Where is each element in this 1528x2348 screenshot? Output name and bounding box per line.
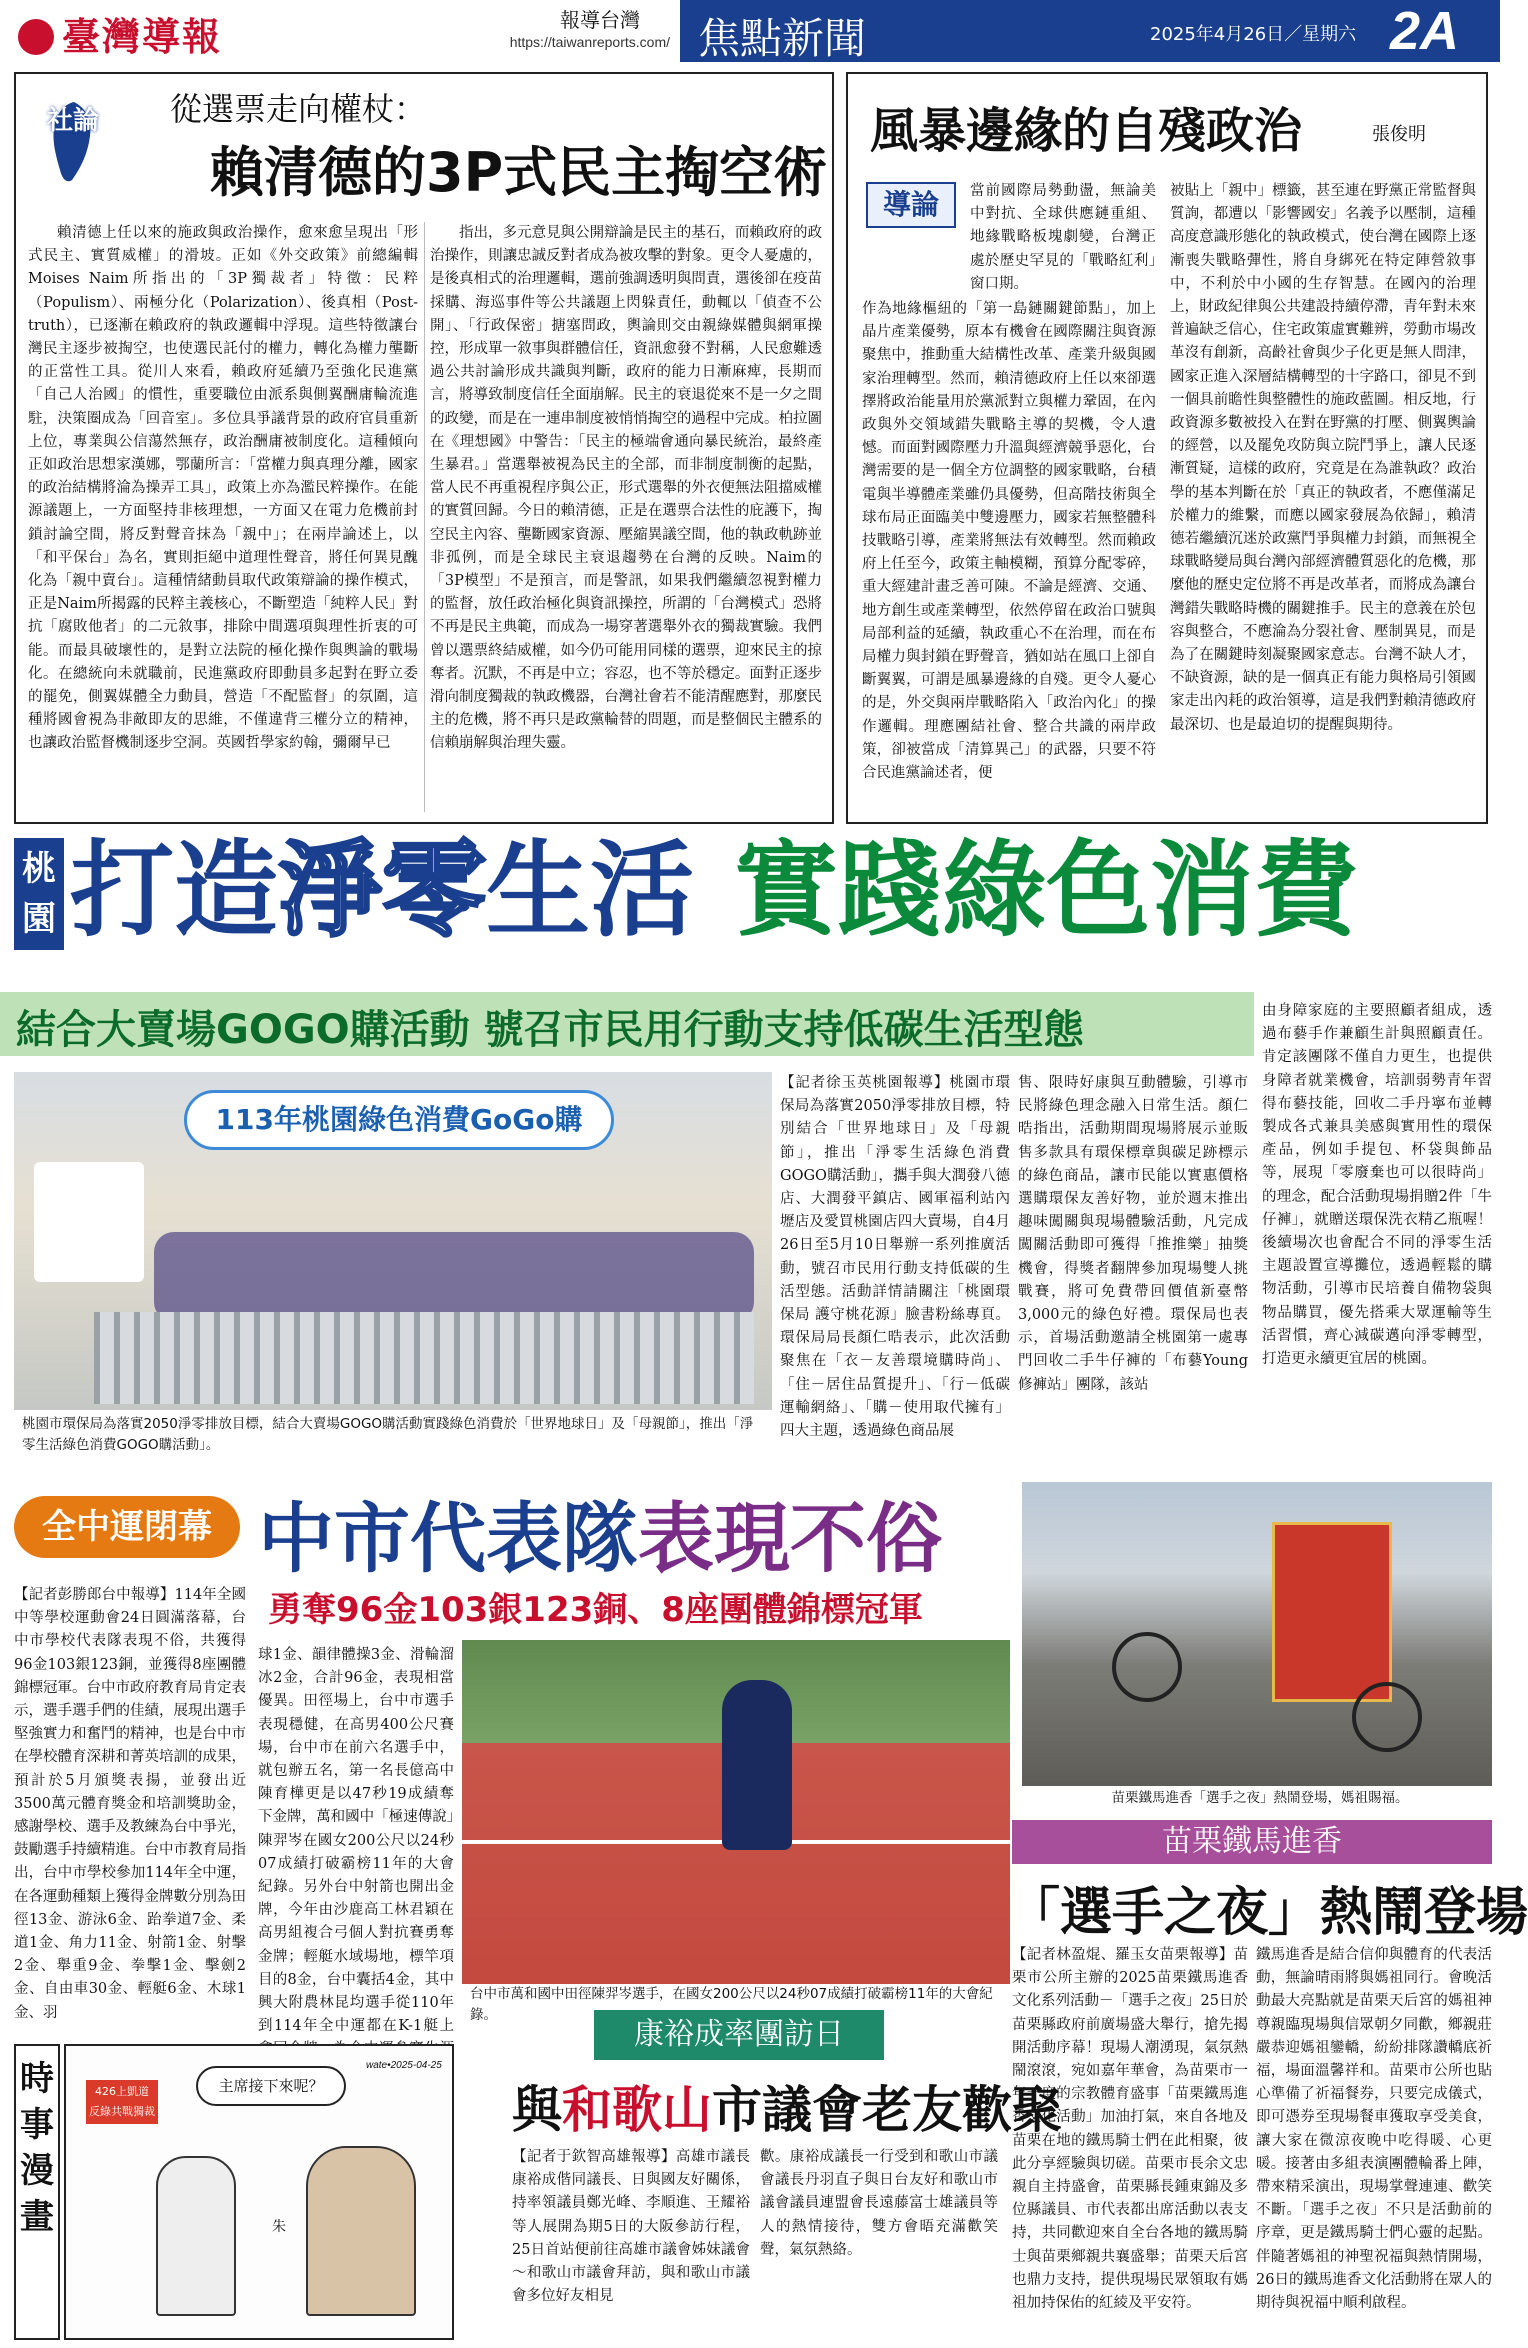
section-title: 焦點新聞 — [680, 0, 1070, 62]
sports-column-1: 【記者彭勝郎台中報導】114年全國中等學校運動會24日圓滿落幕，台中市學校代表隊表現不俗，共獲得96金103銀123銅，並獲得8座團體錦標冠軍。台中市政府教育局肯定表示，選手選手們的佳績，展現出選手堅強實力和奮鬥的精神，也是台中市在學校體育深耕和菁英培訓的成果，預計於5月頒獎表揚，並發出近3500萬元體育獎金和培訓獎助金，感謝學校、選手及教練為台中爭光，鼓勵選手持續精進。台中市教育局指出，台中市學校參加114年全中運，在各運動種類上獲得金牌數分別為田徑13金、游泳6金、跆拳道7金、柔道1金、角力11金、射箭1金、射擊2金、舉重9金、拳擊1金、擊劍2金、自由車30金、輕艇6金、木球1金、羽 — [14, 1587, 246, 2021]
palanquin — [1272, 1522, 1392, 1702]
green-event-photo — [14, 1072, 772, 1410]
headline-part-with: 與 — [512, 2081, 562, 2139]
headline-part-performance: 表現不俗 — [638, 1494, 942, 1583]
kangyu-headline — [512, 2070, 1062, 2142]
green-photo-caption: 桃園市環保局為落實2050淨零排放目標，結合大賣場GOGO購活動實踐綠色消費於「世界地球日」及「母親節」，推出「淨零生活綠色消費GOGO購活動」。 — [22, 1416, 754, 1453]
publisher-label: 報導台灣 — [560, 8, 640, 32]
commentary-column-1: 作為地緣樞紐的「第一島鏈關鍵節點」，加上晶片產業優勢，原本有機會在國際關注與資源聚焦中，推動重大結構性改革、產業升級與國家治理轉型。然而，賴清德政府上任以來卻選擇將政治能量用於黨派對立與權力鞏固，在內政與外交領域錯失戰略主導的契機，令人遺憾。而面對國際壓力升溫與經濟競爭惡化，台灣需要的是一個全方位調整的國家戰略，台積電與半導體產業雖仍具優勢，但高階技術與全球布局正面臨美中雙邊壓力，國家若無整體科技戰略引導，產業將無法有效轉型。然而賴政府上任至今，政策主軸模糊，預算分配零碎，重大經建計畫乏善可陳。不論是經濟、交通、地方創生或產業轉型，依然停留在政治口號與局部利益的延續，執政重心不在治理，而在布局權力與封鎖在野聲音，猶如站在風口上卻自斷翼翼，可謂是風暴邊緣的自殘。更令人憂心的是，外交與兩岸戰略陷入「政治內化」的操作邏輯。理應團結社會、整合共識的兩岸政策，卻被當成「清算異己」的武器，只要不符合民進黨論述者，便 — [862, 301, 1156, 782]
editorial-column-2: 指出，多元意見與公開辯論是民主的基石，而賴政府的政治操作，則讓忠誠反對者成為被攻擊的對象。更令人憂慮的，是後真相式的治理邏輯，選前強調透明與問責，選後卻在疫苗採購、海巡事件等公共議題上閃躲責任，動輒以「偵查不公開」、「行政保密」搪塞問政，輿論則交由親綠媒體與網軍操控，形成單一敘事與群體信任，資訊愈發不對稱，人民愈難透過公共討論形成共識與判斷，政府的能力日漸麻痺，長期而言，將導致制度信任全面崩解。民主的衰退從來不是一夕之間的政變，而是在一連串制度被悄悄掏空的過程中完成。柏拉圖在《理想國》中警告：「民主的極端會通向暴民統治，最終產生暴君。」當選舉被視為民主的全部，而非制度制衡的起點，當人民不再重視程序與公正，形式選舉的外衣便無法阻擋威權的實質回歸。今日的賴清德，正是在選票合法性的庇護下，掏空民主內容、壟斷國家資源、壓縮異議空間，他的執政軌跡並非孤例，而是全球民主衰退趨勢在台灣的反映。Naim的「3P模型」不是預言，而是警訊，如果我們繼續忽視對權力的監督，放任政治極化與資訊操控，所謂的「台灣模式」恐將不再是民主典範，而成為一場穿著選舉外衣的獨裁實驗。我們曾以選票終結威權，如今仍可能用同樣的選票，迎來民主的掠奪者。沉默，不再是中立；容忍，也不等於穩定。面對正逐步滑向制度獨裁的執政機器，台灣社會若不能清醒應對，那麼民主的危機，將不再只是政黨輪替的問題，而是整個民主體系的信賴崩解與治理失靈。 — [430, 225, 822, 752]
editorial-tag: 社論 — [46, 106, 99, 136]
headline-part-wakayama: 和歌山 — [562, 2081, 712, 2139]
standee-sign — [34, 1162, 144, 1282]
protest-sign-line-2: 反綠共戰獨裁 — [89, 2105, 155, 2118]
issue-date: 2025年4月26日／星期六 — [1070, 0, 1370, 62]
miaoli-headline: 「選手之夜」熱鬧登場 — [1008, 1883, 1528, 1943]
green-subtitle: 結合大賣場GOGO購活動 號召市民用行動支持低碳生活型態 — [16, 1007, 1084, 1053]
cartoon-panel — [64, 2044, 454, 2340]
cartoonist-signature: wate•2025-04-25 — [366, 2060, 442, 2071]
event-banner: 113年桃園綠色消費GoGo購 — [184, 1090, 614, 1150]
commentary-column-2: 被貼上「親中」標籤，甚至連在野黨正常監督與質詢，都遭以「影響國安」名義予以壓制，這種高度意識形態化的執政模式，使台灣在國際上逐漸喪失戰略彈性，將自身綁死在特定陣營敘事中，不利於中小國的生存智慧。在國內的治理上，財政紀律與公共建設持續停滯，青年對未來普遍缺乏信心，住宅政策虛實難辨，勞動市場改革沒有創新，高齡社會與少子化更是無人問津，國家正進入深層結構轉型的十字路口，卻見不到一個具前瞻性與整體性的施政藍圖。相反地，行政資源多數被投入在對在野黨的打壓、側翼輿論的經營，以及罷免攻防與立院鬥爭上，讓人民逐漸質疑，這樣的政府，究竟是在為誰執政？政治學的基本判斷在於「真正的執政者，不應僅滿足於權力的維繫，而應以國家發展為依歸」，賴清德若繼續沉迷於政黨鬥爭與權力封鎖，而無視全球戰略變局與台灣內部經濟體質惡化的危機，那麼他的歷史定位將不再是改革者，而將成為讓台灣錯失戰略時機的關鍵推手。民主的意義在於包容與整合，不應淪為分裂社會、壓制異見，而是為了在關鍵時刻凝聚國家意志。台灣不缺人才，不缺資源，缺的是一個真正有能力與格局引領國家走出內耗的政治領導，這是我們對賴清德政府最深切、也是最迫切的提醒與期待。 — [1170, 183, 1476, 733]
bicycle-wheel — [1112, 1632, 1182, 1702]
site-url-link[interactable]: https://taiwanreports.com/ — [509, 34, 670, 50]
headline-part-build: 打造 — [70, 829, 279, 951]
cartoon-char-label: 朱 — [272, 2219, 286, 2235]
green-column-1: 【記者徐玉英桃園報導】桃園市環保局為落實2050淨零排放目標，特別結合「世界地球日」及「母親節」，推出「淨零生活綠色消費GOGO購活動」，攜手與大潤發八德店、大潤發平鎮店、國軍福利站內壢店及愛買桃園店四大賣場，自4月26日至5月10日舉辦一系列推廣活動，號召市民用行動支持低碳的生活型態。活動詳情請關注「桃園環保局 護守桃花源」臉書粉絲專頁。環保局局長顏仁晧表示，此次活動聚焦在「衣－友善環境購時尚」、「住－居住品質提升」、「行－低碳運輸網絡」、「購－使用取代擁有」四大主題，透過綠色商品展 — [780, 1075, 1010, 1440]
miaoli-column-1: 【記者林盈焜、羅玉女苗栗報導】苗栗市公所主辦的2025苗栗鐵馬進香文化系列活動－「選手之夜」25日於苗栗縣政府前廣場盛大舉行，搶先揭開活動序幕！現場人潮湧現，氣氛熱鬧滾滾，宛如嘉年華會，為苗栗市一年一度的宗教體育盛事「苗栗鐵馬進香文化活動」加油打氣，來自各地及苗栗在地的鐵馬騎士們在此相聚，彼此分享經驗與切磋。苗栗市長余文忠親自主持盛會，苗栗縣長鍾東錦及多位縣議員、市代表都出席活動以表支持，共同歡迎來自全台各地的鐵馬騎士與苗栗鄉親共襄盛舉；苗栗天后宮也鼎力支持，提供現場民眾領取有媽祖加持保佑的紅綾及平安符。 — [1012, 1947, 1248, 2312]
commentary-headline: 風暴邊緣的自殘政治 — [870, 103, 1303, 159]
bike-pilgrimage-photo — [1022, 1482, 1492, 1786]
cartoon-label: 時事漫畫 — [14, 2044, 60, 2340]
green-column-3: 由身障家庭的主要照顧者組成，透過布藝手作兼顧生計與照顧責任。肯定該團隊不僅自力更生，也提供身障者就業機會，培訓弱勢青年習得布藝技能，回收二手丹寧布並轉製成各式兼具美感與實用性的環保產品，例如手提包、杯袋與飾品等，展現「零廢棄也可以很時尚」的理念，配合活動現場捐贈2件「牛仔褲」，就贈送環保洗衣精乙瓶喔！後續場次也會配合不同的淨零生活主題設置宣導攤位，透過輕鬆的購物活動，引導市民培養自備物袋與物品購買，優先搭乘大眾運輸等生活習慣，齊心減碳邁向淨零轉型，打造更永續更宜居的桃園。 — [1262, 1003, 1492, 1368]
green-column-2: 售、限時好康與互動體驗，引導市民將綠色理念融入日常生活。顏仁晧指出，活動期間現場將展示並販售多款具有環保標章與碳足跡標示的綠色商品，讓市民能以實惠價格選購環保友善好物，並於週末推出趣味闖關與現場體驗活動，凡完成闖關活動即可獲得「推推樂」抽獎機會，得獎者翻牌參加現場雙人挑戰賽，將可免費帶回價值新臺幣3,000元的綠色好禮。環保局也表示，首場活動邀請全桃園第一處專門回收二手牛仔褲的「布藝Young修褲站」團隊，該站 — [1018, 1075, 1248, 1393]
green-headline — [70, 828, 1358, 952]
commentary-tag: 導論 — [866, 182, 956, 228]
commentary-author: 張俊明 — [1372, 124, 1426, 145]
cartoon-figure-right — [306, 2146, 416, 2316]
kangyu-column-2: 歡。康裕成議長一行受到和歌山市議會議長丹羽直子與日台友好和歌山市議會議員連盟會長遠藤富士雄議員等人的熱情接待，雙方會晤充滿歡笑聲，氣氛熱絡。 — [760, 2149, 998, 2258]
sprinter-caption: 台中市萬和國中田徑陳羿岑選手，在國女200公尺以24秒07成績打破霸榜11年的大會紀錄。 — [470, 1986, 993, 2023]
sprinter-figure — [722, 1680, 792, 1850]
sprinter-photo — [462, 1640, 1010, 1984]
editorial-kicker: 從選票走向權杖： — [170, 90, 427, 128]
tricycle-wheel — [1352, 1682, 1422, 1752]
commentary-lead: 當前國際局勢動盪，無論美中對抗、全球供應鏈重組、地緣戰略板塊劇變，台灣正處於歷史罕見的「戰略紅利」窗口期。 — [970, 183, 1156, 292]
people-group — [154, 1232, 754, 1322]
bike-photo-caption: 苗栗鐵馬進香「選手之夜」熱鬧登場，媽祖賜福。 — [1111, 1790, 1409, 1806]
protest-sign — [86, 2080, 158, 2124]
cartoon-figure-left — [156, 2156, 236, 2316]
column-divider — [424, 222, 425, 812]
kangyu-tag: 康裕成率團訪日 — [594, 2010, 884, 2060]
green-kicker: 桃園 — [14, 838, 64, 950]
logo-text: 臺灣導報 — [62, 14, 223, 59]
newspaper-logo — [18, 6, 268, 59]
sports-column-2: 球1金、韻律體操3金、滑輪溜冰2金，合計96金，表現相當優異。田徑場上，台中市選手表現穩健，在高男400公尺賽場，台中市在前六名選手中，就包辦五名，第一名長億高中陳育樺更是以47秒19成績奪下金牌，萬和國中「極速傳說」陳羿岑在國女200公尺以24秒07成績打破霸榜11年的大會紀錄。另外台中射箭也開出金牌，今年由沙鹿高工林君穎在高男組複合弓個人對抗賽勇奪金牌；輕艇水域場地，標竿項目的8金，台中囊括4金，其中興大附農林昆均選手從110年到114年全中運都在K-1艇上 — [258, 1647, 454, 2035]
sports-headline — [258, 1478, 942, 1587]
sports-tag: 全中運閉幕 — [14, 1496, 240, 1558]
sports-subtitle: 勇奪96金103銀123銅、8座團體錦標冠軍 — [268, 1590, 923, 1630]
kangyu-column-1: 【記者于欽智高雄報導】高雄市議長康裕成偕同議長、日與國友好關係，持率領議員鄭光峰、李順進、王耀裕等人展開為期5日的大阪參訪行程，25日首站便前往高雄市議會姊妹議會～和歌山市議會拜訪，與和歌山市議會多位好友相見 — [512, 2149, 750, 2305]
miaoli-column-2: 鐵馬進香是結合信仰與體育的代表活動，無論晴雨將與媽祖同行。會晚活動最大亮點就是苗栗天后宮的媽祖神尊親臨現場與信眾朝夕同歡，鄉親莊嚴恭迎媽祖鑾轎，紛紛排隊讚轎底祈福，場面溫馨祥和。苗栗市公所也貼心準備了祈福餐券，只要完成儀式，即可憑券至現場餐車獲取享受美食，讓大家在微涼夜晚中吃得暖、心更暖。接著由多組表演團體輪番上陣，帶來精采演出，現場掌聲連連、歡笑不斷。「選手之夜」不只是活動前的序章，更是鐵馬騎士們心靈的起點。伴隨著媽祖的神聖祝福與熱情開場，26日的鐵馬進香文化活動將在眾人的期待與祝福中順利啟程。 — [1256, 1947, 1492, 2312]
page-number: 2A — [1370, 0, 1500, 62]
headline-part-team: 中市代表隊 — [258, 1494, 638, 1583]
headline-part-net-zero: 淨零 — [278, 829, 487, 951]
protest-sign-line-1: 426上凱道 — [95, 2085, 149, 2098]
headline-part-green-consumption: 實踐綠色消費 — [734, 829, 1359, 951]
logo-emblem-icon — [18, 19, 54, 55]
editorial-headline: 賴清德的3P式民主掏空術 — [210, 141, 828, 204]
shopping-carts — [94, 1312, 754, 1404]
speech-bubble: 主席接下來呢？ — [196, 2066, 346, 2106]
editorial-column-1: 賴清德上任以來的施政與政治操作，愈來愈呈現出「形式民主、實質威權」的滑坡。正如《外交政策》前總編輯Moises Naim所指出的「3P獨裁者」特徵：民粹（Populism）、兩極分化（Polarization）、後真相（Post-truth），已逐漸在賴政府的執政邏輯中浮現。這些特徵讓台灣民主逐步被掏空，也使選民託付的權力，轉化為權力壟斷的正當性工具。從川人來看，賴政府延續乃至強化民進黨「自己人治國」的慣性，重要職位由派系與側翼酬庸輪流進駐，決策圈成為「回音室」。多位具爭議背景的政府官員重新上位，專業與公信蕩然無存，政治酬庸被制度化。這種傾向正如政治思想家漢娜，鄂蘭所言：「當權力與真理分離，國家的政治結構將淪為操弄工具」，政策上亦為濫民粹操作。在能源議題上，一方面堅持非核理想，一方面又在電力危機前封鎖討論空間，將反對聲音抹為「親中」；在兩岸論述上，以「和平保台」為名，實則拒絕中道理性聲音，將任何異見醜化為「親中賣台」。這種情緒動員取代政策辯論的操作模式，正是Naim所揭露的民粹主義核心，不斷塑造「純粹人民」對抗「腐敗他者」的二元敘事，排除中間選項與理性折衷的可能。而最具破壞性的，是對立法院的極化操作與輿論的戰場化。在總統向未就職前，民進黨政府即動員多起對在野立委的罷免，側翼媒體全力動員，營造「不配監督」的氛圍，這種將國會視為非敵即友的思維，不僅違背三權分立的精神，也讓政治監督機制逐步空洞。英國哲學家約翰，彌爾早已 — [28, 225, 418, 752]
headline-part-life: 生活 — [486, 829, 695, 951]
miaoli-tag: 苗栗鐵馬進香 — [1012, 1820, 1492, 1864]
headline-part-council: 市議會老友歡聚 — [712, 2081, 1062, 2139]
